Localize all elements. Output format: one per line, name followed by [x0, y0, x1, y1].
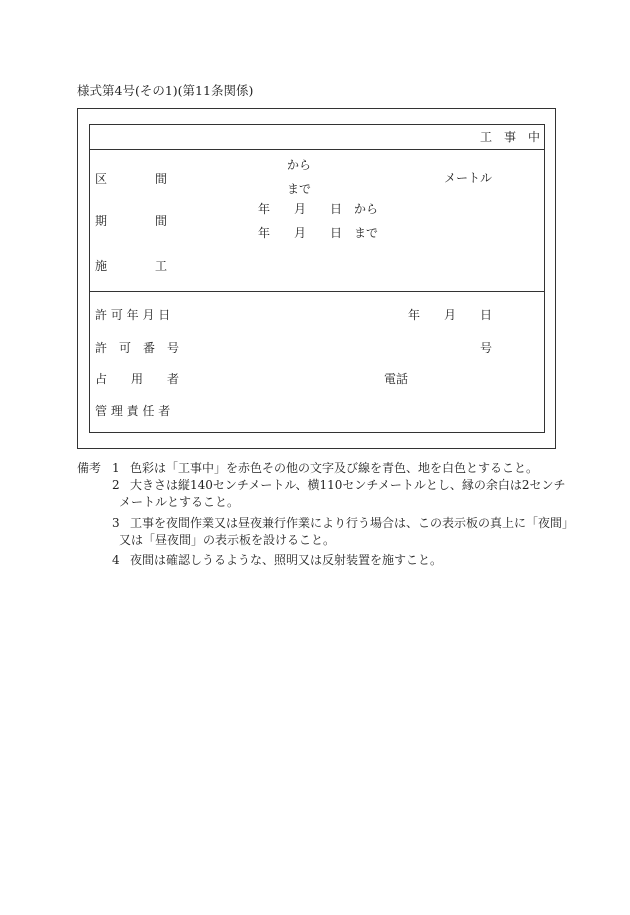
note-number: 3: [112, 516, 120, 530]
manager-label: 管 理 責 任 者: [95, 404, 171, 418]
note-text: 夜間は確認しうるような、照明又は反射装置を施すこと。: [130, 553, 443, 567]
note-text: 工事を夜間作業又は昼夜兼行作業により行う場合は、この表示板の真上に「夜間」: [130, 516, 575, 530]
section-to: まで: [287, 182, 312, 196]
occupant-label: 占 用 者: [95, 372, 180, 386]
notes-heading: 備考: [77, 461, 102, 475]
section-unit: メートル: [444, 171, 493, 185]
sign-header: 工 事 中: [480, 130, 541, 144]
header-divider: [89, 149, 545, 150]
section-divider: [89, 291, 545, 292]
period-to: 年 月 日 まで: [258, 226, 379, 240]
phone-label: 電話: [384, 372, 409, 386]
note-number: 2: [112, 478, 120, 492]
section-from: から: [287, 158, 312, 172]
period-label: 期 間: [95, 214, 168, 228]
contractor-label: 施 工: [95, 259, 168, 273]
form-title: 様式第4号(その1)(第11条関係): [77, 83, 254, 98]
note-text-continued: メートルとすること。: [119, 495, 240, 509]
note-number: 1: [112, 461, 120, 475]
period-from: 年 月 日 から: [258, 202, 379, 216]
note-number: 4: [112, 553, 120, 567]
permit-no-label: 許 可 番 号: [95, 341, 180, 355]
permit-date-label: 許 可 年 月 日: [95, 308, 171, 322]
permit-date-value: 年 月 日: [408, 308, 493, 322]
note-text: 色彩は「工事中」を赤色その他の文字及び線を青色、地を白色とすること。: [130, 461, 539, 475]
permit-no-suffix: 号: [480, 341, 493, 355]
section-label: 区 間: [95, 172, 168, 186]
note-text: 大きさは縦140センチメートル、横110センチメートルとし、縁の余白は2センチ: [130, 478, 566, 492]
note-text-continued: 又は「昼夜間」の表示板を設けること。: [119, 533, 336, 547]
